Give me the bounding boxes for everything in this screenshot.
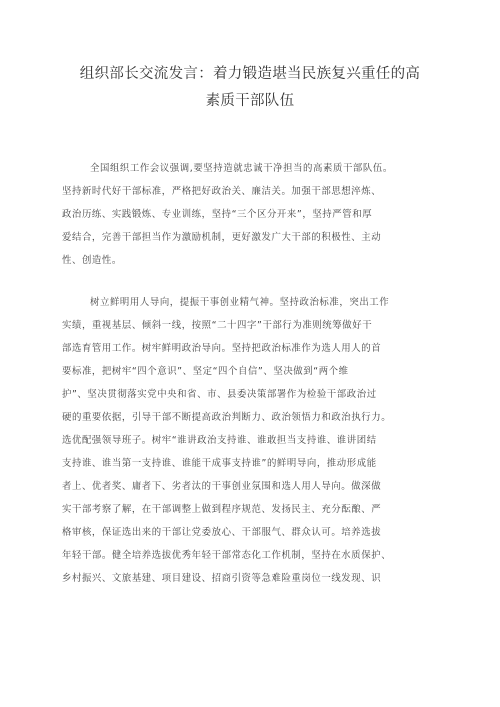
paragraph-2-line-11: 格审核，保证选出来的干部让党委放心、干部服气、群众认可。培养选拔 — [62, 527, 382, 538]
paragraph-2-line-4: 要标准，把树牢“四个意识”、坚定“四个自信”、坚决做到“两个维 — [62, 366, 349, 377]
paragraph-2-line-10: 实干部考察了解，在干部调整上做到程序规范、发扬民主、充分酝酿、严 — [62, 504, 382, 515]
paragraph-1-line-1: 全国组织工作会议强调,要坚持造就忠诚干净担当的高素质干部队伍。 — [90, 163, 393, 174]
paragraph-2-line-1: 树立鲜明用人导向，提振干事创业精气神。坚持政治标准，突出工作 — [90, 297, 390, 308]
paragraph-2-line-8: 支持谁、谁当第一支持谁、谁能干成事支持谁”的鲜明导向，推动形成能 — [62, 458, 377, 469]
paragraph-2-line-12: 年轻干部。健全培养选拔优秀年轻干部常态化工作机制，坚持在水质保护、 — [62, 550, 392, 561]
paragraph-2-line-9: 者上、优者奖、庸者下、劣者汰的干事创业氛围和选人用人导向。做深做 — [62, 481, 382, 492]
paragraph-2-line-7: 选优配强领导班子。树牢“谁讲政治支持谁、谁敢担当支持谁、谁讲团结 — [62, 435, 377, 446]
document-title-line-2: 素质干部队伍 — [205, 93, 295, 109]
paragraph-1-line-3: 政治历练、实践锻炼、专业训练，坚持“三个区分开来”，坚持严管和厚 — [62, 209, 373, 220]
paragraph-1-line-2: 坚持新时代好干部标准，严格把好政治关、廉洁关。加强干部思想淬炼、 — [62, 186, 382, 197]
paragraph-2-line-2: 实绩，重视基层、倾斜一线，按照“二十四字”干部行为准则统筹做好干 — [62, 320, 373, 331]
paragraph-2-line-5: 护”、坚决贯彻落实党中央和省、市、县委决策部署作为检验干部政治过 — [62, 389, 377, 400]
paragraph-1-line-5: 性、创造性。 — [62, 255, 122, 266]
paragraph-2-line-6: 硬的重要依据，引导干部不断提高政治判断力、政治领悟力和政治执行力。 — [62, 412, 392, 423]
paragraph-2-line-3: 部选育管用工作。树牢鲜明政治导向。坚持把政治标准作为选人用人的首 — [62, 343, 382, 354]
paragraph-1-line-4: 爱结合，完善干部担当作为激励机制，更好激发广大干部的积极性、主动 — [62, 232, 382, 243]
paragraph-2-line-13: 乡村振兴、文旅基建、项目建设、招商引资等急难险重岗位一线发现、识 — [62, 573, 382, 584]
document-title-line-1: 组织部长交流发言：着力锻造堪当民族复兴重任的高 — [79, 66, 421, 82]
